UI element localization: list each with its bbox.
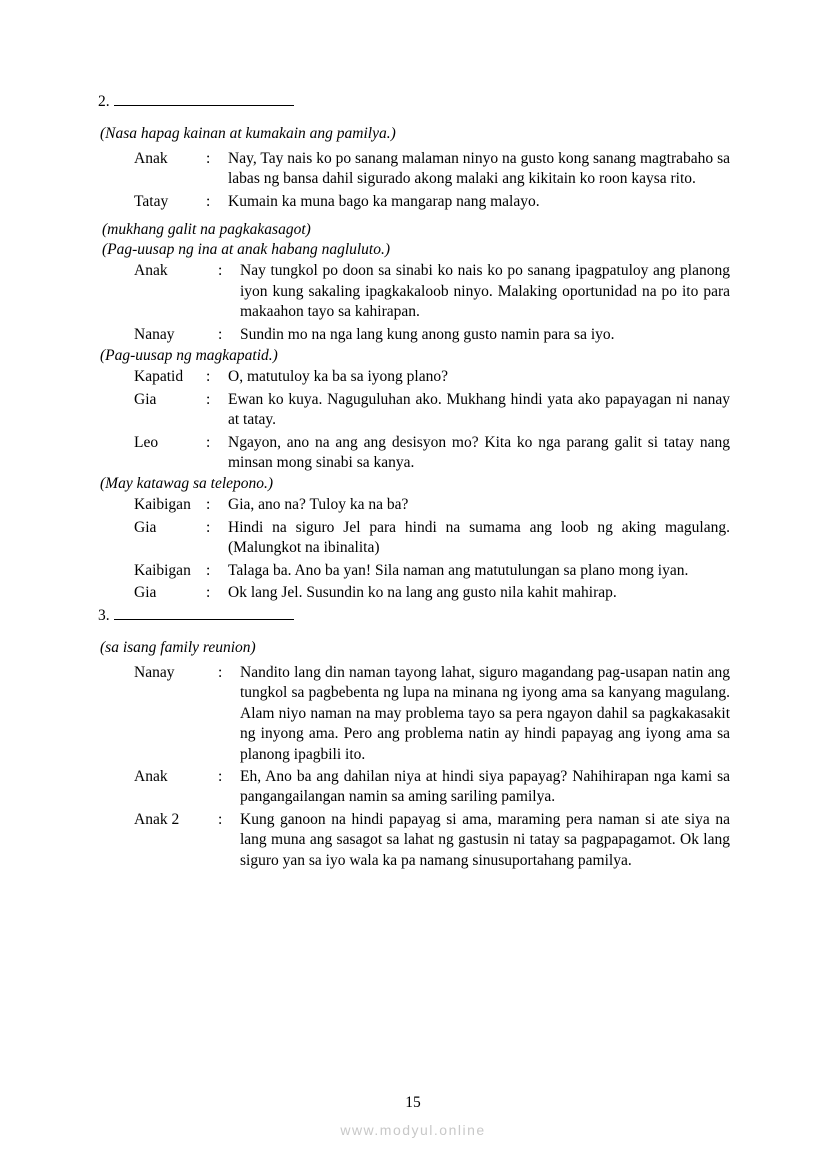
speaker-colon: : [206, 561, 211, 579]
section-2-stage-direction-4: (Pag-uusap ng magkapatid.) [100, 347, 278, 365]
speaker-name: Nanay [134, 325, 175, 343]
dialog-text: Kung ganoon na hindi papayag si ama, maraming pera naman si ate siya na lang muna ang sasagot sa lahat ng gastusin ni tatay sa pagpapagamot. Ok lang siguro yan sa iyo wala ka pa namang sinusuportahang pamilya. [240, 810, 730, 869]
section-2-stage-direction-5: (May katawag sa telepono.) [100, 475, 274, 493]
section-3-blank-line [114, 606, 294, 620]
speaker-name: Anak 2 [134, 810, 180, 828]
section-3-stage-direction-1: (sa isang family reunion) [100, 638, 256, 656]
speaker-colon: : [206, 584, 211, 602]
dialog-line [98, 367, 730, 387]
dialog-line [98, 390, 730, 431]
dialog-text: Gia, ano na? Tuloy ka na ba? [228, 496, 409, 514]
section-3-dialog-1 [98, 663, 730, 872]
dialog-line [98, 192, 730, 212]
speaker-colon: : [218, 262, 223, 280]
section-2-dialog-1 [98, 149, 730, 212]
section-2-stage-direction-1: (Nasa hapag kainan at kumakain ang pamilya.) [100, 125, 396, 142]
speaker-name: Anak [134, 262, 168, 280]
section-3-heading [98, 606, 730, 625]
speaker-name: Kaibigan [134, 496, 191, 514]
speaker-colon: : [218, 810, 223, 828]
section-2-dialog-2 [98, 261, 730, 345]
dialog-line [98, 149, 730, 190]
dialog-line [98, 433, 730, 474]
speaker-colon: : [206, 192, 211, 210]
watermark: www.modyul.online [340, 1122, 486, 1138]
dialog-text: Nandito lang din naman tayong lahat, siguro magandang pag-usapan natin ang tungkol sa pagbebenta ng lupa na minana ng iyong ama sa kanyang magulang. Alam niyo naman na may problema tayo sa pera ngayon dahil sa pagkakasakit ng inyong ama. Pero ang problema natin ay hindi papayag ang iyong ama sa planong ipagbili ito. [240, 663, 730, 763]
speaker-name: Kapatid [134, 368, 184, 386]
dialog-line [98, 261, 730, 322]
dialog-line [98, 518, 730, 559]
section-2-heading [98, 92, 730, 111]
speaker-colon: : [206, 390, 211, 408]
speaker-colon: : [206, 150, 211, 167]
speaker-name: Tatay [134, 192, 169, 210]
speaker-colon: : [218, 663, 223, 681]
speaker-colon: : [206, 368, 211, 386]
dialog-text: Talaga ba. Ano ba yan! Sila naman ang matutulungan sa plano mong iyan. [228, 561, 689, 579]
section-2-dialog-3 [98, 367, 730, 473]
dialog-line [98, 810, 730, 871]
speaker-name: Kaibigan [134, 561, 191, 579]
speaker-name: Leo [134, 433, 159, 451]
dialog-text: Nay, Tay nais ko po sanang malaman ninyo na gusto kong sanang magtrabaho sa labas ng bansa dahil sigurado akong malaki ang kikitain ko roon kaysa rito. [228, 150, 730, 188]
dialog-text: Kumain ka muna bago ka mangarap nang malayo. [228, 192, 540, 210]
dialog-line [98, 561, 730, 581]
section-2-blank-line [114, 92, 294, 106]
section-2-dialog-4 [98, 495, 730, 603]
dialog-line [98, 325, 730, 345]
speaker-colon: : [206, 433, 211, 451]
speaker-colon: : [206, 496, 211, 514]
section-3-number: 3. [98, 606, 110, 624]
section-2-stage-direction-3: (Pag-uusap ng ina at anak habang nagluluto.) [102, 241, 391, 259]
dialog-text: O, matutuloy ka ba sa iyong plano? [228, 368, 448, 386]
dialog-text: Eh, Ano ba ang dahilan niya at hindi siya papayag? Nahihirapan nga kami sa pangangailangan namin sa aming sariling pamilya. [240, 767, 730, 806]
dialog-text: Ewan ko kuya. Naguguluhan ako. Mukhang hindi yata ako papayagan ni nanay at tatay. [228, 390, 730, 429]
speaker-name: Gia [134, 518, 157, 536]
dialog-line [98, 767, 730, 808]
speaker-name: Nanay [134, 663, 175, 681]
dialog-text: Nay tungkol po doon sa sinabi ko nais ko po sanang ipagpatuloy ang planong iyon kung sakaling ipagkakaloob ninyo. Malaking oportunidad na po ito para makaahon tayo sa kahirapan. [240, 262, 730, 321]
dialog-text: Sundin mo na nga lang kung anong gusto namin para sa iyo. [240, 325, 615, 343]
speaker-name: Gia [134, 390, 157, 408]
speaker-colon: : [206, 518, 211, 536]
speaker-colon: : [218, 325, 223, 343]
section-2-number: 2. [98, 93, 110, 110]
speaker-colon: : [218, 767, 223, 785]
dialog-line [98, 583, 730, 603]
section-2-stage-direction-2: (mukhang galit na pagkakasagot) [102, 221, 311, 239]
dialog-text: Ngayon, ano na ang ang desisyon mo? Kita ko nga parang galit si tatay nang minsan mong sinabi sa kanya. [228, 433, 730, 471]
dialog-line [98, 495, 730, 515]
dialog-text: Ok lang Jel. Susundin ko na lang ang gusto nila kahit mahirap. [228, 584, 617, 602]
speaker-name: Anak [134, 150, 168, 167]
speaker-name: Anak [134, 767, 168, 785]
page-number: 15 [405, 1094, 421, 1111]
dialog-line [98, 663, 730, 765]
speaker-name: Gia [134, 584, 157, 602]
dialog-text: Hindi na siguro Jel para hindi na sumama ang loob ng aking magulang. (Malungkot na ibinalita) [228, 518, 730, 557]
